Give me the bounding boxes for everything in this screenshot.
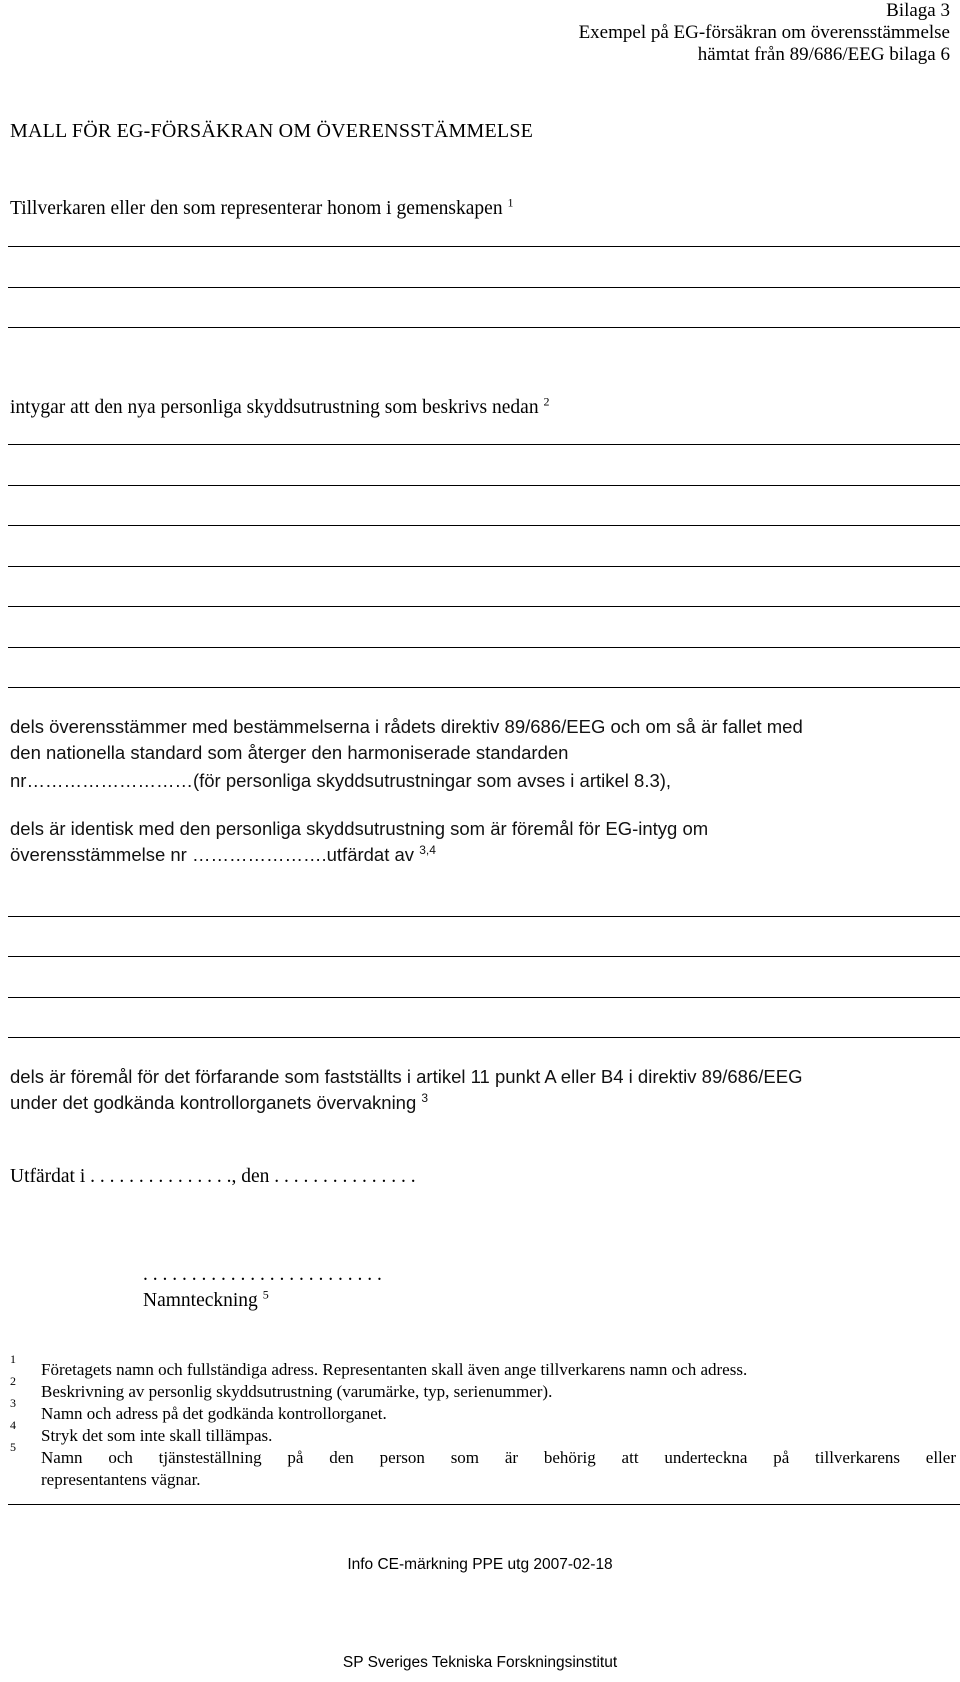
conformity-line-3: nr………………………(för personliga skyddsutrustningar som avses i artikel 8.3),	[10, 770, 672, 791]
issued-place-date: Utfärdat i . . . . . . . . . . . . . . ., den . . . . . . . . . . . . . . .	[10, 1166, 416, 1187]
signature-dots: . . . . . . . . . . . . . . . . . . . . . . . . .	[143, 1264, 382, 1285]
description-fill-line-5	[8, 606, 960, 607]
footnote-text-5-cont: representantens vägnar.	[41, 1470, 201, 1489]
signature-label	[143, 1287, 269, 1312]
footer-institute: SP Sveriges Tekniska Forskningsinstitut	[342, 1654, 618, 1671]
footer-edition: Info CE-märkning PPE utg 2007-02-18	[347, 1556, 613, 1573]
footnote-number-1: 1	[10, 1352, 16, 1366]
footnote-number-5: 5	[10, 1440, 16, 1454]
signature-text: Namnteckning	[143, 1290, 258, 1311]
footnote-ref-5: 5	[262, 1287, 269, 1302]
identical-line-2	[10, 844, 436, 866]
footnote-text-1: Företagets namn och fullständiga adress. Representanten skall även ange tillverkarens namn och adress.	[41, 1360, 748, 1379]
description-fill-line-7	[8, 687, 960, 688]
footnote-ref-1: 1	[507, 195, 514, 210]
header-subtitle: Exempel på EG-försäkran om överensstämmelse	[578, 22, 950, 43]
manufacturer-text: Tillverkaren eller den som representerar honom i gemenskapen	[10, 198, 503, 219]
document-title: MALL FÖR EG-FÖRSÄKRAN OM ÖVERENSSTÄMMELSE	[10, 120, 534, 142]
appendix-label: Bilaga 3	[886, 0, 950, 21]
identical-line-1: dels är identisk med den personliga skyddsutrustning som är föremål för EG-intyg om	[10, 818, 709, 839]
certifies-text: intygar att den nya personliga skyddsutrustning som beskrivs nedan	[10, 397, 539, 418]
manufacturer-fill-line-2	[8, 287, 960, 288]
footnote-text-3: Namn och adress på det godkända kontrollorganet.	[41, 1404, 387, 1423]
manufacturer-fill-line-1	[8, 246, 960, 247]
footnote-ref-3-4: 3,4	[419, 842, 436, 857]
procedure-line-1: dels är föremål för det förfarande som fastställts i artikel 11 punkt A eller B4 i direktiv 89/686/EEG	[10, 1066, 803, 1087]
procedure-line-2	[10, 1092, 428, 1114]
footer-divider	[8, 1504, 960, 1505]
footnote-number-4: 4	[10, 1418, 16, 1432]
footnote-text-5: Namn och tjänsteställning på den person som är behörig att underteckna på tillverkarens eller	[41, 1448, 956, 1467]
conformity-line-2: den nationella standard som återger den harmoniserade standarden	[10, 742, 569, 763]
issuer-fill-line-3	[8, 997, 960, 998]
conformity-line-1: dels överensstämmer med bestämmelserna i rådets direktiv 89/686/EEG och om så är fallet med	[10, 716, 803, 737]
description-fill-line-6	[8, 647, 960, 648]
footnote-number-3: 3	[10, 1396, 16, 1410]
description-fill-line-4	[8, 566, 960, 567]
footnote-text-2: Beskrivning av personlig skyddsutrustning (varumärke, typ, serienummer).	[41, 1382, 553, 1401]
description-fill-line-1	[8, 444, 960, 445]
issuer-fill-line-2	[8, 956, 960, 957]
procedure-text: under det godkända kontrollorganets övervakning	[10, 1092, 417, 1113]
issuer-fill-line-1	[8, 916, 960, 917]
footnote-number-2: 2	[10, 1374, 16, 1388]
manufacturer-label	[10, 195, 514, 220]
description-fill-line-2	[8, 485, 960, 486]
identical-text: överensstämmelse nr ………………….utfärdat av	[10, 844, 415, 865]
footnote-ref-3: 3	[421, 1090, 429, 1105]
header-source: hämtat från 89/686/EEG bilaga 6	[697, 44, 950, 65]
footnote-ref-2: 2	[543, 394, 550, 409]
manufacturer-fill-line-3	[8, 327, 960, 328]
issuer-fill-line-4	[8, 1037, 960, 1038]
footnote-text-4: Stryk det som inte skall tillämpas.	[41, 1426, 273, 1445]
certifies-label	[10, 394, 550, 419]
description-fill-line-3	[8, 525, 960, 526]
